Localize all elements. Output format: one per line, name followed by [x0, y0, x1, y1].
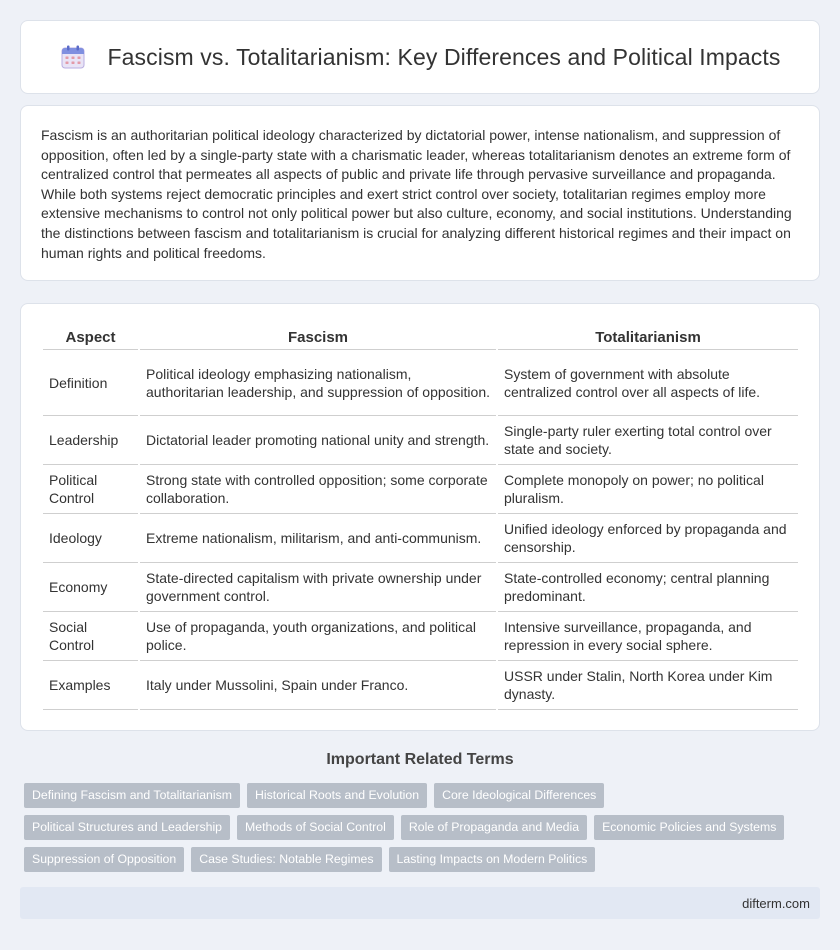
- related-term-link[interactable]: Defining Fascism and Totalitarianism: [24, 783, 240, 808]
- fascism-cell: Use of propaganda, youth organizations, and political police.: [140, 612, 496, 661]
- totalitarianism-cell: Intensive surveillance, propaganda, and repression in every social sphere.: [498, 612, 798, 661]
- totalitarianism-cell: System of government with absolute centralized control over all aspects of life.: [498, 350, 798, 416]
- table-row: [43, 350, 798, 416]
- related-terms-title: Important Related Terms: [326, 751, 514, 768]
- table-row: [43, 416, 798, 465]
- fascism-cell: Political ideology emphasizing nationalism, authoritarian leadership, and suppression of opposition.: [140, 350, 496, 416]
- related-term-link[interactable]: Political Structures and Leadership: [24, 815, 230, 840]
- totalitarianism-cell: Unified ideology enforced by propaganda and censorship.: [498, 514, 798, 563]
- fascism-cell: Extreme nationalism, militarism, and anti-communism.: [140, 514, 496, 563]
- fascism-cell: Strong state with controlled opposition; some corporate collaboration.: [140, 465, 496, 514]
- page-title: Fascism vs. Totalitarianism: Key Differences and Political Impacts: [107, 43, 781, 70]
- related-term-link[interactable]: Suppression of Opposition: [24, 847, 184, 872]
- table-row: [43, 465, 798, 514]
- fascism-cell: State-directed capitalism with private ownership under government control.: [140, 563, 496, 612]
- related-term-link[interactable]: Historical Roots and Evolution: [247, 783, 427, 808]
- header-totalitarianism: Totalitarianism: [498, 324, 798, 350]
- related-term-link[interactable]: Core Ideological Differences: [434, 783, 604, 808]
- intro-card: [20, 105, 820, 281]
- related-term-link[interactable]: Methods of Social Control: [237, 815, 394, 840]
- related-terms-list: [24, 783, 814, 872]
- comparison-table-card: [20, 303, 820, 731]
- totalitarianism-cell: Single-party ruler exerting total control over state and society.: [498, 416, 798, 465]
- table-row: [43, 563, 798, 612]
- table-header-row: [43, 324, 798, 350]
- related-term-link[interactable]: Lasting Impacts on Modern Politics: [389, 847, 596, 872]
- aspect-cell: Economy: [43, 563, 138, 612]
- totalitarianism-cell: USSR under Stalin, North Korea under Kim dynasty.: [498, 661, 798, 710]
- table-row: [43, 661, 798, 710]
- related-term-link[interactable]: Economic Policies and Systems: [594, 815, 784, 840]
- related-term-link[interactable]: Case Studies: Notable Regimes: [191, 847, 381, 872]
- aspect-cell: Social Control: [43, 612, 138, 661]
- header-card: [20, 20, 820, 94]
- aspect-cell: Leadership: [43, 416, 138, 465]
- calendar-icon: [60, 44, 86, 70]
- totalitarianism-cell: Complete monopoly on power; no political pluralism.: [498, 465, 798, 514]
- aspect-cell: Political Control: [43, 465, 138, 514]
- comparison-table: [41, 324, 800, 710]
- footer-site-name[interactable]: difterm.com: [742, 895, 810, 911]
- header-fascism: Fascism: [140, 324, 496, 350]
- table-row: [43, 612, 798, 661]
- related-term-link[interactable]: Role of Propaganda and Media: [401, 815, 587, 840]
- table-row: [43, 514, 798, 563]
- footer: [20, 887, 820, 919]
- fascism-cell: Italy under Mussolini, Spain under Franco.: [140, 661, 496, 710]
- totalitarianism-cell: State-controlled economy; central planning predominant.: [498, 563, 798, 612]
- aspect-cell: Definition: [43, 350, 138, 416]
- aspect-cell: Ideology: [43, 514, 138, 563]
- fascism-cell: Dictatorial leader promoting national unity and strength.: [140, 416, 496, 465]
- aspect-cell: Examples: [43, 661, 138, 710]
- header-aspect: Aspect: [43, 324, 138, 350]
- intro-paragraph: Fascism is an authoritarian political ideology characterized by dictatorial power, intense nationalism, and suppression of opposition, often led by a single-party state with a charismatic leader, whereas totalitarianism denotes an extreme form of centralized control that permeates all aspects of public and private life through pervasive surveillance and propaganda. While both systems reject democratic principles and exert strict control over society, totalitarian regimes employ more extensive mechanisms to control not only political power but also culture, economy, and social institutions. Understanding the distinctions between fascism and totalitarianism is crucial for analyzing different historical regimes and their impact on human rights and political freedoms.: [41, 127, 792, 261]
